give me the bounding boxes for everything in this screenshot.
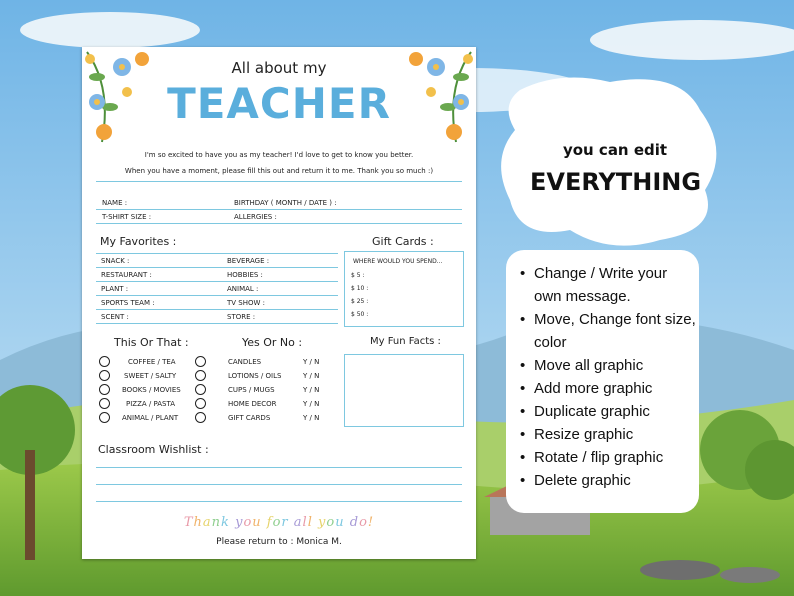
giftcard-amount: $ 25 :	[351, 298, 369, 305]
field-line	[96, 323, 338, 324]
thank-you-letter: l	[307, 515, 313, 530]
title-teacher: TEACHER	[167, 79, 391, 128]
feature-item: • Duplicate graphic	[518, 400, 698, 423]
choice-circle[interactable]	[195, 356, 206, 367]
teacher-worksheet	[82, 47, 476, 559]
wishlist-line	[96, 484, 462, 485]
giftcards-title: Gift Cards :	[372, 235, 434, 248]
giftcards-question: WHERE WOULD YOU SPEND...	[353, 258, 443, 265]
feature-item: • Delete graphic	[518, 469, 698, 492]
thank-you-letter: !	[367, 515, 375, 530]
favorite-label: ANIMAL :	[227, 285, 259, 293]
yes-no-item: GIFT CARDS	[228, 414, 271, 422]
title-small: All about my	[231, 59, 327, 77]
field-line	[96, 309, 338, 310]
giftcard-amount: $ 5 :	[351, 272, 365, 279]
thank-you-letter: a	[202, 515, 212, 530]
this-or-that-item: SWEET / SALTY	[124, 372, 177, 380]
yes-or-no-title: Yes Or No :	[242, 336, 303, 349]
fun-facts-box[interactable]	[344, 354, 464, 427]
thank-you-letter: r	[281, 515, 289, 530]
field-line	[96, 223, 462, 224]
choice-circle[interactable]	[195, 412, 206, 423]
favorite-label: PLANT :	[101, 285, 129, 293]
favorite-label: SCENT :	[101, 313, 129, 321]
promo-line-1: you can edit	[562, 141, 668, 159]
choice-circle[interactable]	[195, 370, 206, 381]
wishlist-line	[96, 467, 462, 468]
choice-circle[interactable]	[195, 398, 206, 409]
yes-no-item: HOME DECOR	[228, 400, 277, 408]
thank-you-letter: y	[235, 515, 244, 530]
thank-you-letter: o	[359, 515, 368, 530]
thank-you-letter: k	[221, 515, 230, 530]
thank-you-letter: o	[326, 515, 336, 530]
feature-item: • Move, Change font size, color	[518, 308, 698, 354]
field-line	[96, 267, 338, 268]
this-or-that-item: ANIMAL / PLANT	[122, 414, 179, 422]
allergies-label: ALLERGIES :	[234, 213, 277, 221]
thank-you-letter: y	[318, 515, 327, 530]
wishlist-title: Classroom Wishlist :	[98, 443, 209, 456]
name-label: NAME :	[102, 199, 128, 207]
giftcard-amount: $ 50 :	[351, 311, 369, 318]
thank-you-letter: u	[252, 515, 262, 530]
yes-no-answer: Y / N	[303, 400, 320, 408]
thank-you-letter: T	[183, 515, 194, 530]
feature-item: • Move all graphic	[518, 354, 698, 377]
this-or-that-item: BOOKS / MOVIES	[122, 386, 181, 394]
this-or-that-item: COFFEE / TEA	[128, 358, 176, 366]
fun-facts-title: My Fun Facts :	[370, 336, 441, 347]
choice-circle[interactable]	[99, 412, 110, 423]
choice-circle[interactable]	[195, 384, 206, 395]
wishlist-line	[96, 501, 462, 502]
choice-circle[interactable]	[99, 398, 110, 409]
return-to: Please return to : Monica M.	[216, 537, 342, 547]
yes-no-item: LOTIONS / OILS	[228, 372, 282, 380]
thank-you-letter: l	[302, 515, 308, 530]
birthday-label: BIRTHDAY ( MONTH / DATE ) :	[234, 199, 337, 207]
field-line	[96, 253, 338, 254]
favorite-label: BEVERAGE :	[227, 257, 270, 265]
yes-no-answer: Y / N	[303, 372, 320, 380]
features-card	[506, 250, 699, 513]
feature-item: • Rotate / flip graphic	[518, 446, 698, 469]
choice-circle[interactable]	[99, 356, 110, 367]
feature-item: • Resize graphic	[518, 423, 698, 446]
features-list	[518, 262, 698, 492]
favorite-label: STORE :	[227, 313, 256, 321]
thank-you-letter: h	[193, 515, 203, 530]
favorite-label: RESTAURANT :	[101, 271, 152, 279]
field-line	[96, 209, 462, 210]
thank-you-letter: f	[266, 515, 273, 530]
this-or-that-item: PIZZA / PASTA	[126, 400, 175, 408]
feature-item: • Change / Write your own message.	[518, 262, 698, 308]
this-or-that-title: This Or That :	[114, 336, 189, 349]
field-line	[96, 295, 338, 296]
yes-no-item: CUPS / MUGS	[228, 386, 275, 394]
yes-no-answer: Y / N	[303, 386, 320, 394]
thank-you-letter: a	[293, 515, 303, 530]
choice-circle[interactable]	[99, 384, 110, 395]
intro-line-1: I'm so excited to have you as my teacher! I'd love to get to know you better.	[144, 151, 414, 159]
favorites-title: My Favorites :	[100, 235, 177, 248]
divider	[96, 181, 462, 182]
giftcards-box	[344, 251, 464, 327]
favorite-label: SPORTS TEAM :	[101, 299, 155, 307]
favorite-label: SNACK :	[101, 257, 130, 265]
choice-circle[interactable]	[99, 370, 110, 381]
thank-you-note	[82, 515, 476, 530]
thank-you-letter: o	[272, 515, 282, 530]
yes-no-item: CANDLES	[228, 358, 262, 366]
tshirt-label: T-SHIRT SIZE :	[102, 213, 152, 221]
thank-you-letter: d	[349, 515, 360, 530]
yes-no-answer: Y / N	[303, 414, 320, 422]
intro-line-2: When you have a moment, please fill this out and return it to me. Thank you so much :)	[124, 167, 434, 175]
field-line	[96, 281, 338, 282]
favorite-label: TV SHOW :	[227, 299, 266, 307]
giftcard-amount: $ 10 :	[351, 285, 369, 292]
thank-you-letter: o	[243, 515, 253, 530]
feature-item: • Add more graphic	[518, 377, 698, 400]
thank-you-letter: n	[211, 515, 222, 530]
thank-you-letter: u	[335, 515, 345, 530]
promo-line-2: EVERYTHING	[530, 168, 702, 196]
yes-no-answer: Y / N	[303, 358, 320, 366]
favorite-label: HOBBIES :	[227, 271, 263, 279]
